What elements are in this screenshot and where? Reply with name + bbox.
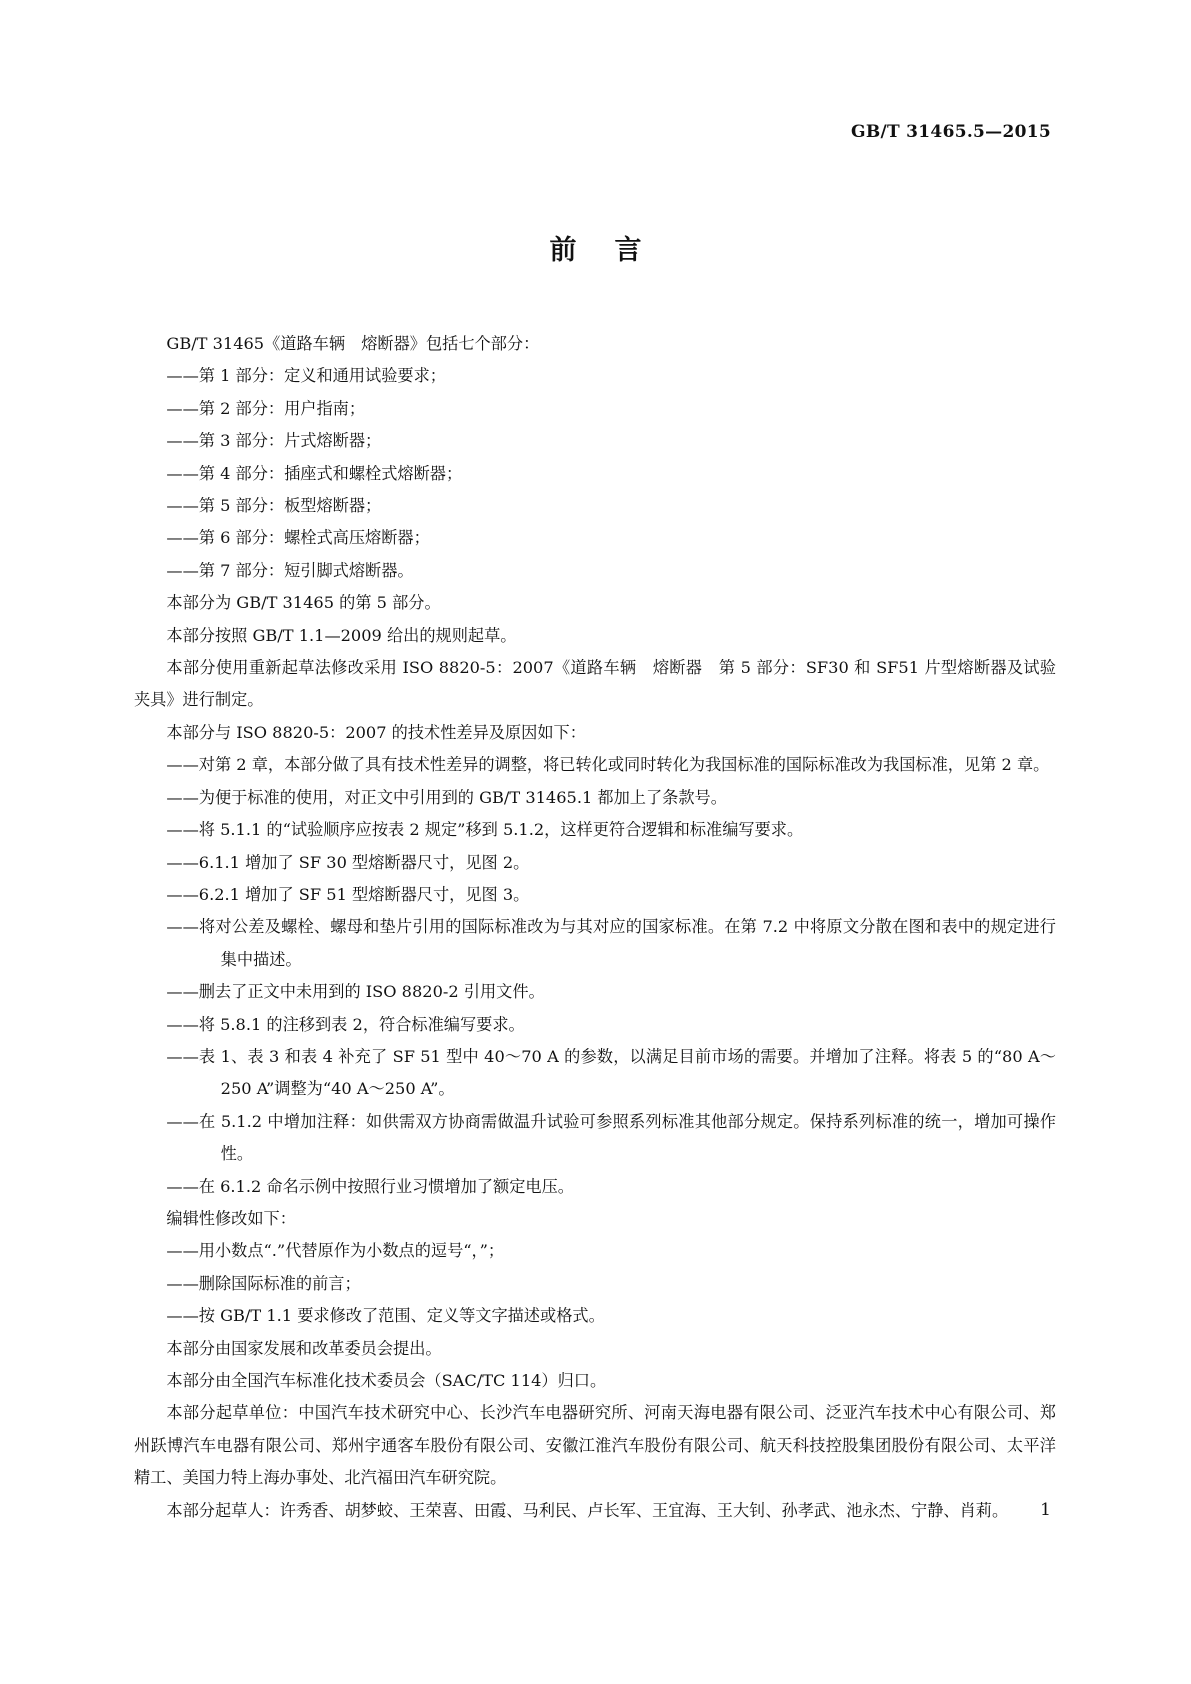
list-item: ——6.1.1 增加了 SF 30 型熔断器尺寸，见图 2。	[166, 852, 530, 872]
page-title: 前言	[549, 235, 680, 266]
standard-number: GB/T 31465.5—2015	[851, 122, 1051, 142]
list-item: ——在 6.1.2 命名示例中按照行业习惯增加了额定电压。	[166, 1176, 574, 1196]
paragraph: 编辑性修改如下：	[166, 1208, 296, 1228]
paragraph: 本部分与 ISO 8820-5：2007 的技术性差异及原因如下：	[166, 722, 586, 742]
list-item: ——将 5.8.1 的注移到表 2，符合标准编写要求。	[166, 1014, 525, 1034]
list-item: ——按 GB/T 1.1 要求修改了范围、定义等文字描述或格式。	[166, 1306, 605, 1326]
document-body	[134, 328, 1056, 1527]
paragraph: 本部分起草人：许秀香、胡梦蛟、王荣喜、田霞、马利民、卢长军、王宜海、王大钊、孙孝武、池永杰、宁静、肖莉。	[166, 1500, 1009, 1520]
list-item: ——删去了正文中未用到的 ISO 8820-2 引用文件。	[166, 982, 545, 1002]
list-item: ——为便于标准的使用，对正文中引用到的 GB/T 31465.1 都加上了条款号。	[166, 787, 727, 807]
list-item: ——对第 2 章，本部分做了具有技术性差异的调整，将已转化或同时转化为我国标准的国际标准改为我国标准，见第 2 章。	[166, 755, 1050, 775]
paragraph: 本部分由全国汽车标准化技术委员会（SAC/TC 114）归口。	[166, 1371, 607, 1390]
list-item: ——第 5 部分：板型熔断器；	[166, 496, 382, 516]
list-item: ——用小数点“.”代替原作为小数点的逗号“，”；	[166, 1241, 505, 1261]
list-item: ——第 6 部分：螺栓式高压熔断器；	[166, 528, 430, 548]
paragraph: GB/T 31465《道路车辆 熔断器》包括七个部分：	[166, 334, 540, 353]
paragraph: 本部分起草单位：中国汽车技术研究中心、长沙汽车电器研究所、河南天海电器有限公司、泛亚汽车技术中心有限公司、郑州跃博汽车电器有限公司、郑州宇通客车股份有限公司、安徽江淮汽车股份有限公司、航天科技控股集团股份有限公司、太平洋精工、美国力特上海办事处、北汽福田汽车研究院。	[134, 1403, 1056, 1488]
list-item: ——第 1 部分：定义和通用试验要求；	[166, 366, 446, 386]
paragraph: 本部分按照 GB/T 1.1—2009 给出的规则起草。	[166, 625, 517, 645]
list-item: ——将对公差及螺栓、螺母和垫片引用的国际标准改为与其对应的国家标准。在第 7.2 中将原文分散在图和表中的规定进行集中描述。	[166, 917, 1056, 969]
page-number: 1	[1040, 1500, 1051, 1520]
list-item: ——将 5.1.1 的“试验顺序应按表 2 规定”移到 5.1.2，这样更符合逻辑和标准编写要求。	[166, 820, 804, 840]
list-item: ——第 4 部分：插座式和螺栓式熔断器；	[166, 463, 463, 483]
list-item: ——第 3 部分：片式熔断器；	[166, 431, 382, 451]
list-item: ——6.2.1 增加了 SF 51 型熔断器尺寸，见图 3。	[166, 884, 530, 904]
list-item: ——在 5.1.2 中增加注释：如供需双方协商需做温升试验可参照系列标准其他部分规定。保持系列标准的统一，增加可操作性。	[166, 1111, 1056, 1164]
list-item: ——表 1、表 3 和表 4 补充了 SF 51 型中 40～70 A 的参数，以满足目前市场的需要。并增加了注释。将表 5 的“80 A～250 A”调整为“40 A～250 A”。	[166, 1046, 1056, 1099]
list-item: ——第 7 部分：短引脚式熔断器。	[166, 560, 414, 580]
list-item: ——第 2 部分：用户指南；	[166, 398, 366, 418]
list-item: ——删除国际标准的前言；	[166, 1273, 361, 1293]
paragraph: 本部分为 GB/T 31465 的第 5 部分。	[166, 593, 441, 613]
paragraph: 本部分使用重新起草法修改采用 ISO 8820-5：2007《道路车辆 熔断器 第 5 部分：SF30 和 SF51 片型熔断器及试验夹具》进行制定。	[134, 658, 1056, 710]
paragraph: 本部分由国家发展和改革委员会提出。	[166, 1338, 442, 1358]
